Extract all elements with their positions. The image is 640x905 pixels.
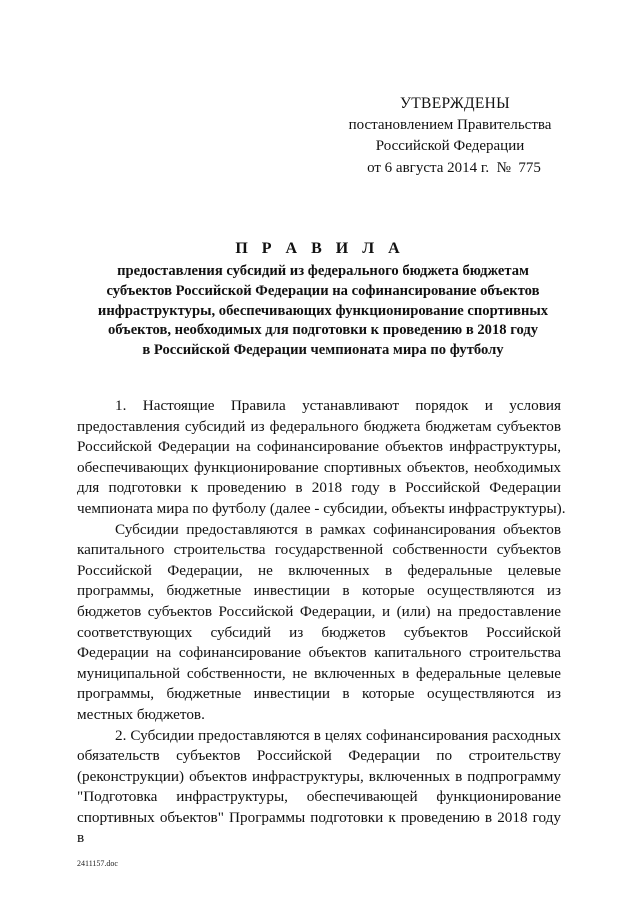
body-line: чемпионата мира по футболу (далее - субсидии, объекты инфраструктуры). <box>77 499 566 517</box>
body-line: предоставления субсидий из федерального бюджета бюджетам субъектов <box>77 417 561 435</box>
body-line: 2. Субсидии предоставляются в целях софинансирования расходных <box>115 726 561 744</box>
body-line: (реконструкции) объектов инфраструктуры, включенных в подпрограмму <box>77 767 561 785</box>
body-line: программы, бюджетные инвестиции в которые осуществляются из <box>77 582 561 600</box>
approval-line-2: Российской Федерации <box>375 138 525 154</box>
approval-line-1: постановлением Правительства <box>348 116 552 133</box>
body-line: спортивных объектов" Программы подготовки к проведению в 2018 году в <box>77 808 561 847</box>
approval-block <box>330 93 570 179</box>
body-line: 1. Настоящие Правила устанавливают порядок и условия <box>115 397 561 414</box>
subtitle-line: в Российской Федерации чемпионата мира по футболу <box>142 342 504 359</box>
subtitle-line: субъектов Российской Федерации на софинансирование объектов <box>106 282 540 299</box>
body-line: обязательств субъектов Российской Федерации по строительству <box>77 747 561 765</box>
body-line: "Подготовка инфраструктуры, обеспечивающей функционирование <box>77 788 561 806</box>
subtitle-line: предоставления субсидий из федерального бюджета бюджетам <box>117 263 529 279</box>
file-name-footer: 2411157.doc <box>77 859 118 868</box>
body-line: Российской Федерации на софинансирование объектов инфраструктуры, <box>77 438 561 456</box>
body-line: капитального строительства государственной собственности субъектов <box>77 541 561 559</box>
body-line: муниципальной собственности, не включенных в федеральные целевые <box>77 664 561 682</box>
document-body <box>77 396 566 847</box>
body-line: Субсидии предоставляются в рамках софинансирования объектов <box>115 520 561 538</box>
body-line: программы, бюджетные инвестиции в которые осуществляются из <box>77 685 561 703</box>
approval-date-line: от 6 августа 2014 г. № 775 <box>367 159 541 176</box>
body-line: обеспечивающих функционирование спортивных объектов, необходимых <box>77 458 561 476</box>
body-line: Федерации на софинансирование объектов капитального строительства <box>77 644 561 662</box>
document-title: П Р А В И Л А <box>235 240 405 257</box>
document-subtitle <box>82 262 564 361</box>
body-line: соответствующих субсидий из бюджетов субъектов Российской <box>77 623 561 641</box>
subtitle-line: инфраструктуры, обеспечивающих функционирование спортивных <box>97 302 549 319</box>
body-line: Российской Федерации, не включенных в федеральные целевые <box>77 561 561 579</box>
approval-heading: УТВЕРЖДЕНЫ <box>400 95 510 112</box>
body-line: местных бюджетов. <box>77 705 205 723</box>
body-line: бюджетов субъектов Российской Федерации, и (или) на предоставление <box>77 602 561 620</box>
body-line: для подготовки к проведению в 2018 году в Российской Федерации <box>77 479 561 497</box>
subtitle-line: объектов, необходимых для подготовки к проведению в 2018 году <box>107 322 539 339</box>
